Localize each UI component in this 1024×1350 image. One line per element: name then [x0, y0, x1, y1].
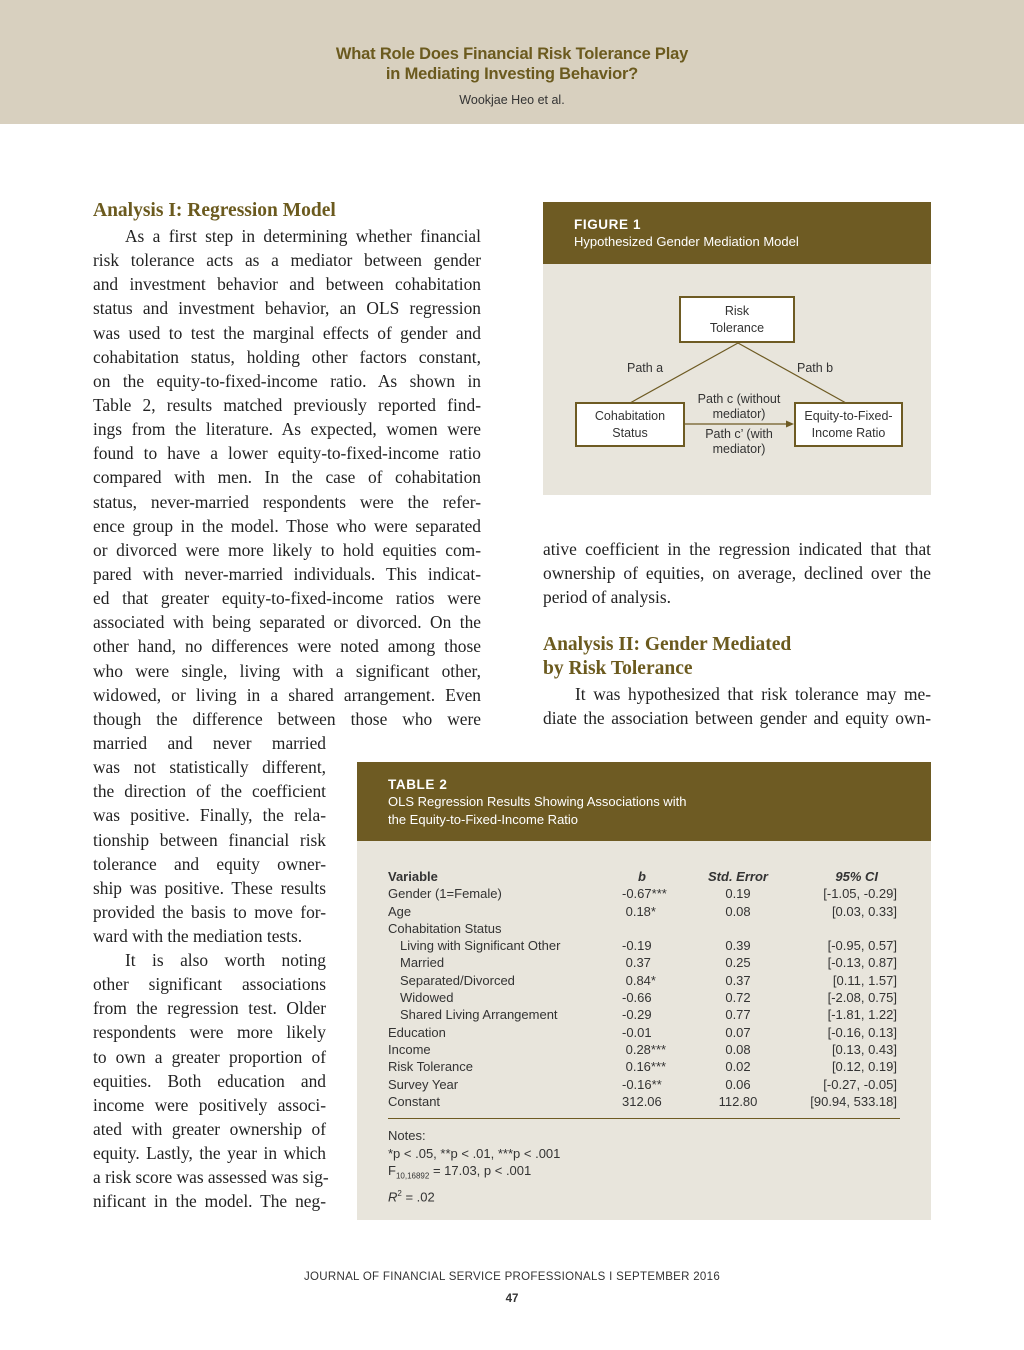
header-ci: 95% CI — [835, 869, 878, 884]
text-line: respondents were more likely — [93, 1022, 326, 1043]
table-2 — [357, 762, 931, 1220]
section-heading-analysis-1: Analysis I: Regression Model — [93, 200, 336, 221]
text-line: equity. Lastly, the year in which — [93, 1143, 326, 1164]
text-line: period of analysis. — [543, 587, 671, 608]
cell-b: -0.67*** — [622, 886, 667, 902]
running-title — [0, 44, 1024, 84]
cell-b: 312.06 — [622, 1093, 662, 1109]
table-row — [388, 972, 900, 989]
cell-variable: Separated/Divorced — [400, 972, 515, 988]
table-2-caption-line1: OLS Regression Results Showing Associations with — [388, 794, 687, 809]
cell-ci: [-0.95, 0.57] — [827, 938, 897, 954]
table-header-row — [388, 868, 900, 885]
table-row — [388, 1058, 900, 1075]
table-row — [388, 1024, 900, 1041]
cell-variable: Survey Year — [388, 1076, 459, 1092]
cell-std-error: 0.25 — [725, 955, 751, 971]
text-line: compared with men. In the case of cohabitation — [93, 467, 481, 488]
cell-variable: Married — [400, 955, 445, 971]
text-line: status, never-married respondents were the refer- — [93, 491, 481, 512]
section-heading-analysis-2-line1: Analysis II: Gender Mediated — [543, 634, 792, 655]
text-line: tolerance and equity owner- — [93, 853, 326, 874]
text-line: It was hypothesized that risk tolerance may me- — [575, 684, 931, 704]
cell-variable: Living with Significant Other — [400, 938, 561, 954]
text-line: pared with never-married individuals. This indicat- — [93, 563, 481, 584]
cohab-box-line1: Cohabitation — [594, 408, 666, 423]
table-2-header — [357, 762, 931, 841]
text-line: As a first step in determining whether financial — [125, 226, 481, 246]
table-2-body — [388, 868, 900, 1119]
risk-tolerance-box — [679, 296, 795, 343]
text-line: ward with the mediation tests. — [93, 926, 303, 947]
table-rule-spacer — [388, 1110, 900, 1118]
cell-ci: [90.94, 533.18] — [810, 1093, 897, 1109]
running-title-line2: in Mediating Investing Behavior? — [385, 65, 639, 83]
text-line: was not statistically different, — [93, 757, 326, 778]
cell-std-error: 112.80 — [718, 1093, 758, 1109]
r-superscript: 2 — [397, 1189, 402, 1199]
figure-1-caption: Hypothesized Gender Mediation Model — [574, 234, 799, 249]
text-line: found to have a lower equity-to-fixed-income ratio — [93, 443, 481, 464]
cell-variable: Risk Tolerance — [388, 1059, 474, 1075]
cell-std-error: 0.37 — [725, 972, 751, 988]
cell-variable: Gender (1=Female) — [388, 886, 502, 902]
table-row — [388, 1006, 900, 1023]
text-line: income were positively associ- — [93, 1094, 326, 1115]
cell-ci: [0.11, 1.57] — [832, 972, 897, 988]
text-line: provided the basis to move for- — [93, 901, 326, 922]
text-line: to own a greater proportion of — [93, 1046, 326, 1067]
left-column-text — [93, 224, 481, 731]
cell-variable: Age — [388, 903, 412, 919]
path-c-prime-label — [689, 427, 789, 457]
text-line: ings from the literature. As expected, women were — [93, 419, 481, 440]
f-value: = 17.03, p < .001 — [429, 1163, 532, 1178]
text-line: ship was positive. These results — [93, 877, 326, 898]
risk-box-line2: Tolerance — [709, 320, 765, 335]
cell-variable: Cohabitation Status — [388, 920, 502, 936]
f-symbol: F — [388, 1163, 396, 1178]
text-line: and investment behavior and between cohabitation — [93, 274, 481, 295]
text-line: equities. Both education and — [93, 1070, 326, 1091]
running-title-line1: What Role Does Financial Risk Tolerance Play — [335, 45, 689, 63]
cell-b: -0.16** — [622, 1076, 662, 1092]
cell-ci: [-2.08, 0.75] — [827, 990, 897, 1006]
cell-b: -0.19 — [622, 938, 652, 954]
figure-1-label: FIGURE 1 — [574, 217, 642, 232]
cell-b: 0.37 — [622, 955, 651, 971]
cell-std-error: 0.39 — [725, 938, 751, 954]
text-line: It is also worth noting — [125, 950, 326, 970]
cell-std-error: 0.02 — [725, 1059, 751, 1075]
running-author: Wookjae Heo et al. — [459, 93, 565, 107]
text-line: who were single, living with a significant other, — [93, 660, 481, 681]
cell-b: 0.18* — [622, 903, 656, 919]
notes-title: Notes: — [388, 1128, 426, 1143]
risk-box-line1: Risk — [724, 303, 750, 318]
path-c-label-line2: mediator) — [712, 407, 766, 421]
table-row — [388, 937, 900, 954]
cell-ci: [-0.13, 0.87] — [827, 955, 897, 971]
cell-b: 0.84* — [622, 972, 656, 988]
r-symbol: R — [388, 1189, 398, 1205]
notes-p-values: *p < .05, **p < .01, ***p < .001 — [388, 1145, 561, 1161]
equity-box-line1: Equity-to-Fixed- — [804, 408, 893, 423]
notes-r-squared — [388, 1185, 560, 1206]
table-2-label: TABLE 2 — [388, 777, 448, 792]
section-heading-analysis-2 — [543, 633, 791, 681]
text-line: a risk score was assessed was sig- — [93, 1167, 329, 1188]
table-row — [388, 903, 900, 920]
text-line: was used to test the marginal effects of gender and — [93, 322, 481, 343]
cell-variable: Constant — [388, 1093, 441, 1109]
header-variable: Variable — [388, 869, 438, 884]
text-line: nificant in the model. The neg- — [93, 1191, 326, 1212]
text-line: the direction of the coefficient — [93, 781, 326, 802]
cell-b: -0.01 — [622, 1024, 652, 1040]
cell-ci: [-0.16, 0.13] — [827, 1024, 897, 1040]
text-line: was positive. Finally, the rela- — [93, 805, 326, 826]
text-line: ative coefficient in the regression indicated that that — [543, 539, 931, 559]
equity-ratio-box — [794, 402, 903, 447]
table-row — [388, 920, 900, 937]
equity-box-line2: Income Ratio — [811, 425, 886, 440]
text-line: from the regression test. Older — [93, 998, 326, 1019]
table-row — [388, 954, 900, 971]
cohab-box-line2: Status — [612, 425, 648, 440]
cell-std-error: 0.08 — [725, 1041, 751, 1057]
text-line: tionship between financial risk — [93, 829, 326, 850]
cell-ci: [-1.05, -0.29] — [823, 886, 897, 902]
path-c-label — [689, 392, 789, 422]
text-line: or divorced were more likely to hold equities com- — [93, 539, 481, 560]
path-b-label: Path b — [797, 361, 834, 375]
left-column-narrow-text-2 — [93, 948, 329, 1214]
text-line: other significant associations — [93, 974, 326, 995]
cell-b: 0.16*** — [622, 1059, 667, 1075]
text-line: married and never married — [93, 733, 326, 753]
text-line: ence group in the model. Those who were separated — [93, 515, 481, 536]
figure-1 — [543, 202, 931, 495]
text-line: cohabitation status, holding other factors constant, — [93, 346, 481, 367]
section-2-text — [543, 682, 931, 730]
text-line: risk tolerance acts as a mediator between gender — [93, 250, 481, 271]
cell-variable: Shared Living Arrangement — [400, 1007, 558, 1023]
header-std-error: Std. Error — [708, 869, 768, 884]
cell-std-error: 0.08 — [725, 903, 751, 919]
text-line: other hand, no differences were noted among those — [93, 636, 481, 657]
text-line: though the difference between those who were — [93, 708, 481, 729]
table-row — [388, 1076, 900, 1093]
cell-b: -0.66 — [622, 990, 652, 1006]
text-line: ed that greater equity-to-fixed-income ratios were — [93, 588, 481, 609]
path-a-label: Path a — [627, 361, 664, 375]
cell-ci: [-0.27, -0.05] — [823, 1076, 897, 1092]
path-c-prime-label-line2: mediator) — [712, 442, 766, 456]
path-c-label-line1: Path c (without — [697, 392, 781, 406]
cell-ci: [-1.81, 1.22] — [827, 1007, 897, 1023]
cohabitation-status-box — [575, 402, 685, 447]
cell-std-error: 0.07 — [725, 1024, 751, 1040]
section-heading-analysis-2-line2: by Risk Tolerance — [543, 658, 693, 679]
cell-variable: Income — [388, 1041, 431, 1057]
cell-ci: [0.03, 0.33] — [831, 903, 897, 919]
table-rows — [388, 885, 900, 1110]
cell-std-error: 0.19 — [725, 886, 751, 902]
cell-b: -0.29 — [622, 1007, 652, 1023]
text-line: on the equity-to-fixed-income ratio. As shown in — [93, 370, 481, 391]
table-rule — [388, 1118, 900, 1119]
cell-ci: [0.13, 0.43] — [831, 1041, 897, 1057]
text-line: widowed, or living in a shared arrangement. Even — [93, 684, 481, 705]
text-line: ownership of equities, on average, declined over the — [543, 563, 931, 584]
header-b: b — [638, 869, 646, 884]
cell-variable: Education — [388, 1024, 446, 1040]
table-row — [388, 1093, 900, 1110]
page-header — [0, 0, 1024, 124]
text-line: associated with being separated or divorced. On the — [93, 612, 481, 633]
cell-std-error: 0.72 — [725, 990, 751, 1006]
cell-variable: Widowed — [400, 990, 454, 1006]
right-column-text — [543, 537, 931, 609]
path-c-prime-label-line1: Path c’ (with — [705, 427, 773, 441]
journal-footer: JOURNAL OF FINANCIAL SERVICE PROFESSIONALS I SEPTEMBER 2016 — [303, 1271, 721, 1283]
table-2-caption-line2: the Equity-to-Fixed-Income Ratio — [388, 811, 579, 827]
table-row — [388, 989, 900, 1006]
f-subscript: 10,16892 — [395, 1171, 430, 1181]
r-value: = .02 — [401, 1189, 435, 1205]
text-line: Table 2, results matched previously reported find- — [93, 394, 481, 415]
cell-b: 0.28*** — [622, 1041, 667, 1057]
page-number: 47 — [505, 1293, 519, 1305]
table-row — [388, 885, 900, 902]
left-column-narrow-text — [93, 731, 326, 948]
cell-ci: [0.12, 0.19] — [831, 1059, 897, 1075]
cell-std-error: 0.77 — [725, 1007, 751, 1023]
text-line: diate the association between gender and equity own- — [543, 708, 931, 729]
notes-f-stat — [388, 1162, 560, 1185]
table-notes — [388, 1127, 560, 1206]
text-line: ated with greater ownership of — [93, 1118, 326, 1139]
cell-std-error: 0.06 — [725, 1076, 751, 1092]
text-line: status and investment behavior, an OLS regression — [93, 298, 481, 319]
table-row — [388, 1041, 900, 1058]
